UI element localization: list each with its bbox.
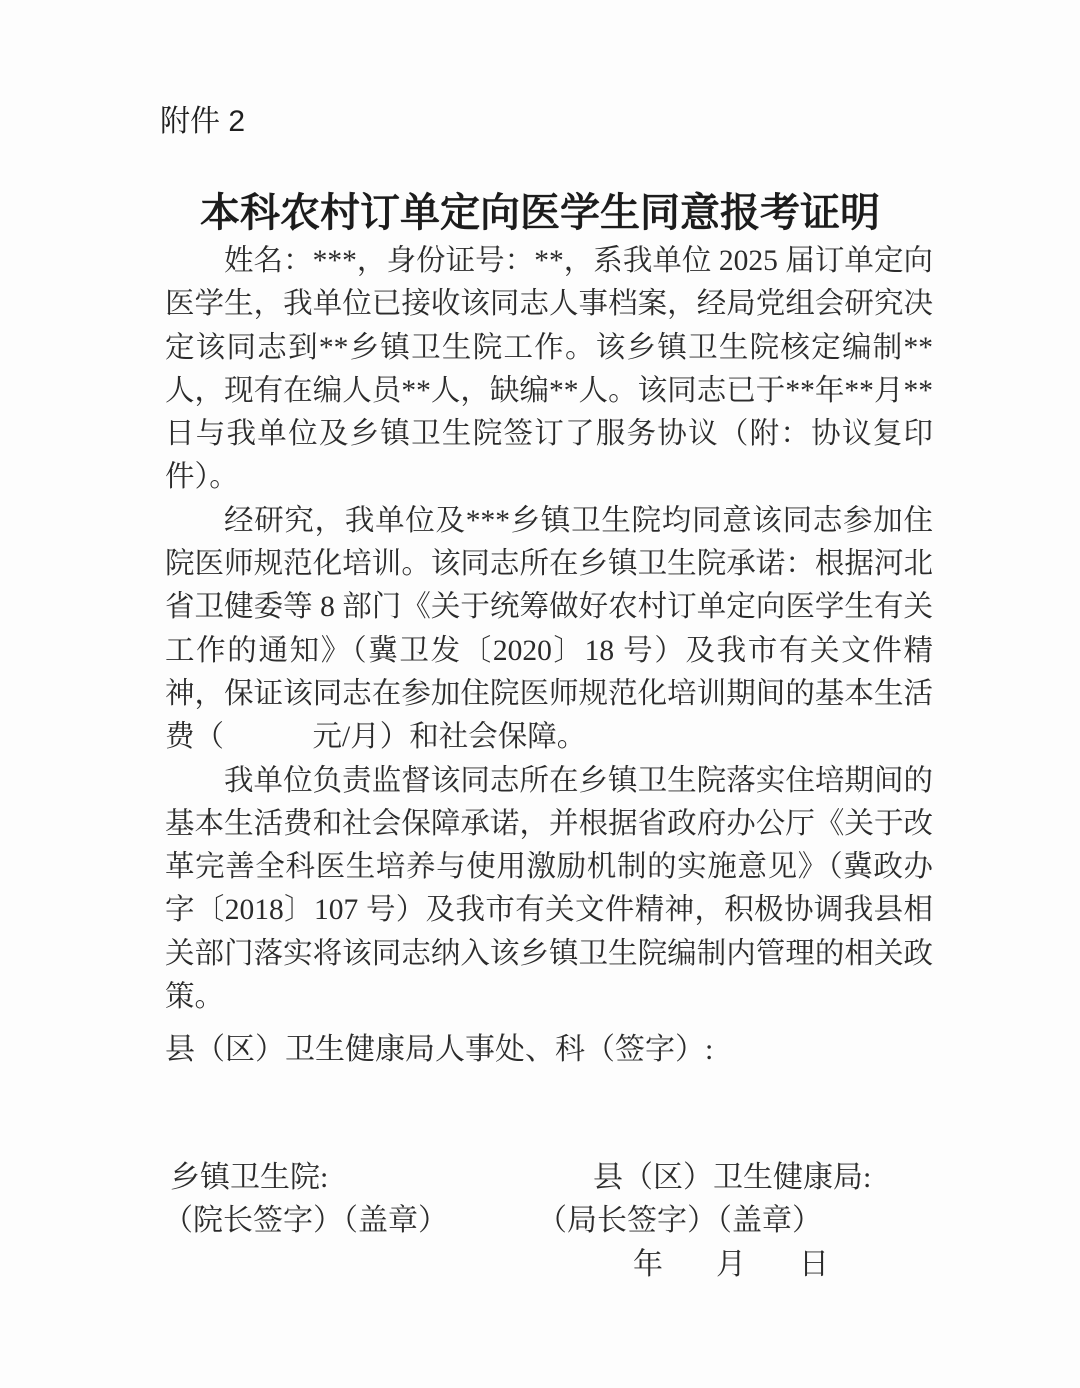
document-title: 本科农村订单定向医学生同意报考证明 (200, 190, 880, 235)
paragraph-approval-commitment: 经研究，我单位及***乡镇卫生院均同意该同志参加住院医师规范化培训。该同志所在乡镇卫生院承诺：根据河北省卫健委等 8 部门《关于统筹做好农村订单定向医学生有关工作的通知》（冀卫发〔2020〕18 号）及我市有关文件精神，保证该同志在参加住院医师规范化培训期间的基本生活费（ 元/月）和社会保障。 (165, 504, 933, 754)
county-health-bureau-label: 县（区）卫生健康局: (593, 1161, 872, 1194)
paragraph-supervision-policy: 我单位负责监督该同志所在乡镇卫生院落实住培期间的基本生活费和社会保障承诺，并根据省政府办公厅《关于改革完善全科医生培养与使用激励机制的实施意见》（冀政办字〔2018〕107 号）及我市有关文件精神，积极协调我县相关部门落实将该同志纳入该乡镇卫生院编制内管理的相关政策。 (165, 764, 933, 1014)
date-month-label: 月 (716, 1248, 746, 1281)
township-clinic-label: 乡镇卫生院: (170, 1161, 329, 1194)
attachment-label: 附件 2 (160, 105, 246, 138)
date-line (633, 1245, 829, 1285)
director-signature-seal-note: （院长签字）（盖章） (163, 1204, 448, 1237)
date-year-label: 年 (633, 1248, 663, 1281)
date-day-label: 日 (799, 1248, 829, 1281)
bureau-chief-signature-seal-note: （局长签字）（盖章） (537, 1204, 822, 1237)
signature-header-personnel-dept: 县（区）卫生健康局人事处、科（签字）: (165, 1033, 714, 1066)
paragraph-basic-info: 姓名：***，身份证号：**，系我单位 2025 届订单定向医学生，我单位已接收该同志人事档案，经局党组会研究决定该同志到**乡镇卫生院工作。该乡镇卫生院核定编制**人，现有在编人员**人，缺编**人。该同志已于**年**月**日与我单位及乡镇卫生院签订了服务协议（附：协议复印件）。 (165, 245, 933, 494)
document-body (165, 240, 933, 1019)
